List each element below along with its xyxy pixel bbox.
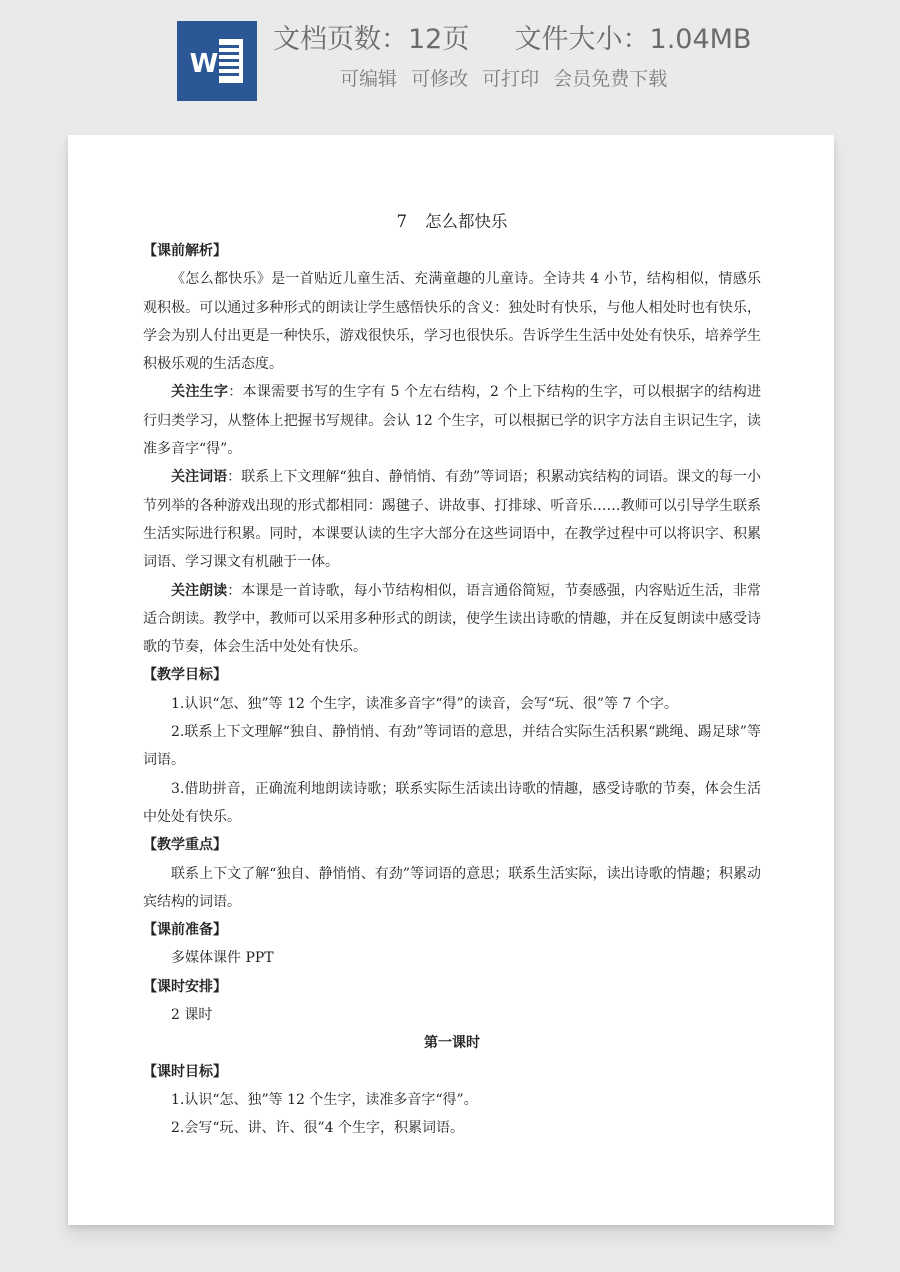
focus-reading-label: 关注朗读 — [171, 582, 228, 599]
focus-words-paragraph — [143, 463, 761, 576]
section-heading-lesson-goals: 【课时目标】 — [143, 1063, 227, 1080]
feature-modifiable: 可修改 — [411, 68, 469, 90]
word-document-icon — [177, 21, 257, 101]
document-body — [143, 207, 761, 1143]
section-heading-key-points: 【教学重点】 — [143, 837, 227, 854]
focus-words-label: 关注词语 — [171, 469, 228, 486]
focus-characters-text: ：本课需要书写的生字有 5 个左右结构，2 个上下结构的生字，可以根据字的结构进行归类学习，从整体上把握书写规律。会认 12 个生字，可以根据已学的识字方法自主识记生字，读准多音字“得”。 — [143, 384, 762, 458]
schedule-text: 2 课时 — [171, 1007, 213, 1024]
logo-letter: W — [189, 49, 219, 79]
focus-reading-text: ：本课是一首诗歌，每小节结构相似，语言通俗简短，节奏感强，内容贴近生活，非常适合朗读。教学中，教师可以采用多种形式的朗读，使学生读出诗歌的情趣，并在反复朗读中感受诗歌的节奏，体会生活中处处有快乐。 — [143, 582, 762, 656]
page-count: 文档页数：12页 — [273, 24, 470, 55]
feature-list — [340, 64, 675, 94]
file-info — [273, 20, 833, 60]
section-heading-goals: 【教学目标】 — [143, 667, 227, 684]
download-banner — [0, 0, 900, 128]
focus-characters-label: 关注生字 — [171, 384, 229, 401]
focus-characters-paragraph — [143, 378, 761, 463]
key-points-text: 联系上下文了解“独自、静悄悄、有劲”等词语的意思；联系生活实际，读出诗歌的情趣；积累动宾结构的词语。 — [143, 865, 761, 910]
lesson-one-title: 第一课时 — [424, 1035, 480, 1052]
section-heading-schedule: 【课时安排】 — [143, 978, 227, 995]
section-heading-analysis: 【课前解析】 — [143, 243, 227, 259]
goal-item: 3.借助拼音，正确流利地朗读诗歌；联系实际生活读出诗歌的情趣，感受诗歌的节奏，体会生活中处处有快乐。 — [143, 780, 761, 825]
goal-item: 2.联系上下文理解“独自、静悄悄、有劲”等词语的意思，并结合实际生活积累“跳绳、踢足球”等词语。 — [143, 724, 761, 769]
section-heading-preparation: 【课前准备】 — [143, 922, 227, 939]
file-size: 文件大小：1.04MB — [514, 24, 752, 55]
lesson-title: 怎么都快乐 — [425, 212, 508, 231]
document-title — [143, 207, 761, 237]
feature-editable: 可编辑 — [340, 68, 398, 90]
feature-member-download: 会员免费下载 — [553, 68, 668, 90]
document-page — [68, 135, 834, 1225]
lesson-number: 7 — [396, 212, 407, 231]
preparation-text: 多媒体课件 PPT — [171, 950, 274, 967]
goal-item: 1.认识“怎、独”等 12 个生字，读准多音字“得”的读音，会写“玩、很”等 7 个字。 — [171, 695, 678, 712]
feature-printable: 可打印 — [482, 68, 540, 90]
lesson-goal-item: 2.会写“玩、讲、许、很”4 个生字，积累词语。 — [171, 1120, 465, 1137]
focus-words-text: ：联系上下文理解“独自、静悄悄、有劲”等词语；积累动宾结构的词语。课文的每一小节列举的各种游戏出现的形式都相同：踢毽子、讲故事、打排球、听音乐……教师可以引导学生联系生活实际进行积累。同时，本课要认读的生字大部分在这些词语中，在教学过程中可以将识字、积累词语、学习课文有机融于一体。 — [143, 469, 762, 571]
focus-reading-paragraph — [143, 577, 761, 662]
analysis-paragraph: 《怎么都快乐》是一首贴近儿童生活、充满童趣的儿童诗。全诗共 4 小节，结构相似，情感乐观积极。可以通过多种形式的朗读让学生感悟快乐的含义：独处时有快乐，与他人相处时也有快乐，学会为别人付出更是一种快乐，游戏很快乐，学习也很快乐。告诉学生生活中处处有快乐，培养学生积极乐观的生活态度。 — [143, 271, 761, 373]
lesson-goal-item: 1.认识“怎、独”等 12 个生字，读准多音字“得”。 — [171, 1091, 478, 1108]
